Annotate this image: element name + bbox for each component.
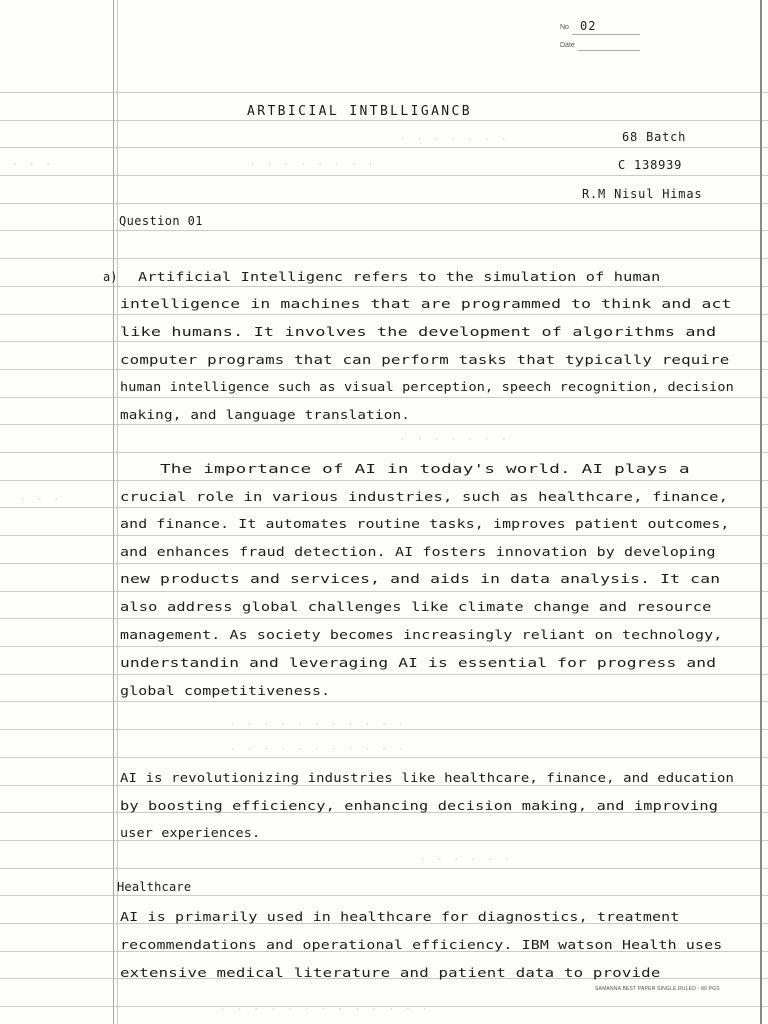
rule-line	[0, 230, 768, 231]
paragraph-2-line: management. As society becomes increasingly reliant on technology,	[120, 628, 723, 642]
rule-line	[0, 785, 768, 786]
student-id: C 138939	[618, 158, 683, 172]
rule-line	[0, 674, 768, 675]
rule-line	[0, 147, 768, 148]
no-label: No	[560, 24, 569, 31]
bleed-through-mark: · · · · · · ·	[400, 135, 510, 145]
rule-line	[0, 120, 768, 121]
part-marker: a)	[103, 270, 118, 284]
paragraph-1-line: computer programs that can perform tasks that typically require	[120, 353, 730, 367]
paragraph-2-line: global competitiveness.	[120, 684, 331, 698]
paragraph-1-line: human intelligence such as visual perception, speech recognition, decision	[120, 380, 734, 394]
paragraph-2-line: crucial role in various industries, such as healthcare, finance,	[120, 490, 729, 504]
rule-line	[0, 92, 768, 93]
date-underline	[578, 50, 640, 51]
paragraph-4-line: recommendations and operational efficiency. IBM watson Health uses	[120, 938, 723, 952]
page-edge	[760, 0, 762, 1024]
paragraph-3-line: AI is revolutionizing industries like healthcare, finance, and education	[120, 771, 735, 785]
rule-line	[0, 646, 768, 647]
rule-line	[0, 563, 768, 564]
rule-line	[0, 757, 768, 758]
rule-line	[0, 286, 768, 287]
rule-line	[0, 203, 768, 204]
paragraph-1-line: Artificial Intelligenc refers to the simulation of human	[138, 270, 661, 284]
section-heading: Healthcare	[117, 880, 192, 894]
paragraph-2-line: understandin and leveraging AI is essential for progress and	[120, 656, 717, 670]
paragraph-4-line: AI is primarily used in healthcare for diagnostics, treatment	[120, 910, 680, 924]
question-heading: Question 01	[119, 214, 203, 228]
rule-line	[0, 480, 768, 481]
page-title: ARTBICIAL INTBLLIGANCB	[247, 104, 472, 119]
rule-line	[0, 175, 768, 176]
date-label: Date	[560, 42, 575, 49]
margin-line-inner	[117, 0, 118, 1024]
page-number: 02	[580, 19, 597, 33]
rule-line	[0, 424, 768, 425]
paper-imprint: SAMANNA BEST PAPER SINGLE RULED - 80 PGS	[595, 986, 720, 992]
rule-line	[0, 341, 768, 342]
bleed-through-mark: · · · · · ·	[420, 855, 513, 865]
bleed-through-mark: · · · · · · · · · · · · ·	[220, 1005, 431, 1015]
margin-line	[113, 0, 114, 1024]
rule-line	[0, 314, 768, 315]
rule-line	[0, 840, 768, 841]
paragraph-2-line: and finance. It automates routine tasks, improves patient outcomes,	[120, 517, 730, 531]
paragraph-2-line: also address global challenges like climate change and resource	[120, 600, 712, 614]
student-name: R.M Nisul Himas	[582, 187, 703, 201]
bleed-through-mark: · · ·	[12, 160, 55, 170]
rule-line	[0, 591, 768, 592]
rule-line	[0, 895, 768, 896]
rule-line	[0, 618, 768, 619]
rule-line	[0, 369, 768, 370]
paragraph-1-line: intelligence in machines that are programmed to think and act	[120, 297, 732, 311]
paragraph-3-line: by boosting efficiency, enhancing decision making, and improving	[120, 799, 719, 813]
batch-label: 68 Batch	[622, 130, 687, 144]
rule-line	[0, 701, 768, 702]
paragraph-4-line: extensive medical literature and patient data to provide	[120, 966, 661, 980]
bleed-through-mark: · · · · · · · ·	[250, 160, 377, 170]
paragraph-1-line: making, and language translation.	[120, 408, 411, 422]
rule-line	[0, 868, 768, 869]
paragraph-1-line: like humans. It involves the development of algorithms and	[120, 325, 717, 339]
bleed-through-mark: · · ·	[20, 495, 63, 505]
paragraph-2-line: and enhances fraud detection. AI fosters innovation by developing	[120, 545, 716, 559]
bleed-through-mark: · · · · · · ·	[400, 435, 510, 445]
rule-line	[0, 258, 768, 259]
paragraph-2-line: new products and services, and aids in data analysis. It can	[120, 572, 721, 586]
no-underline	[572, 34, 640, 35]
paragraph-3-line: user experiences.	[120, 826, 261, 840]
bleed-through-mark: · · · · · · · · · · ·	[230, 745, 407, 755]
rule-line	[0, 535, 768, 536]
bleed-through-mark: · · · · · · · · · · ·	[230, 720, 407, 730]
paragraph-2-line: The importance of AI in today's world. AI plays a	[160, 462, 690, 476]
rule-line	[0, 452, 768, 453]
rule-line	[0, 507, 768, 508]
rule-line	[0, 397, 768, 398]
